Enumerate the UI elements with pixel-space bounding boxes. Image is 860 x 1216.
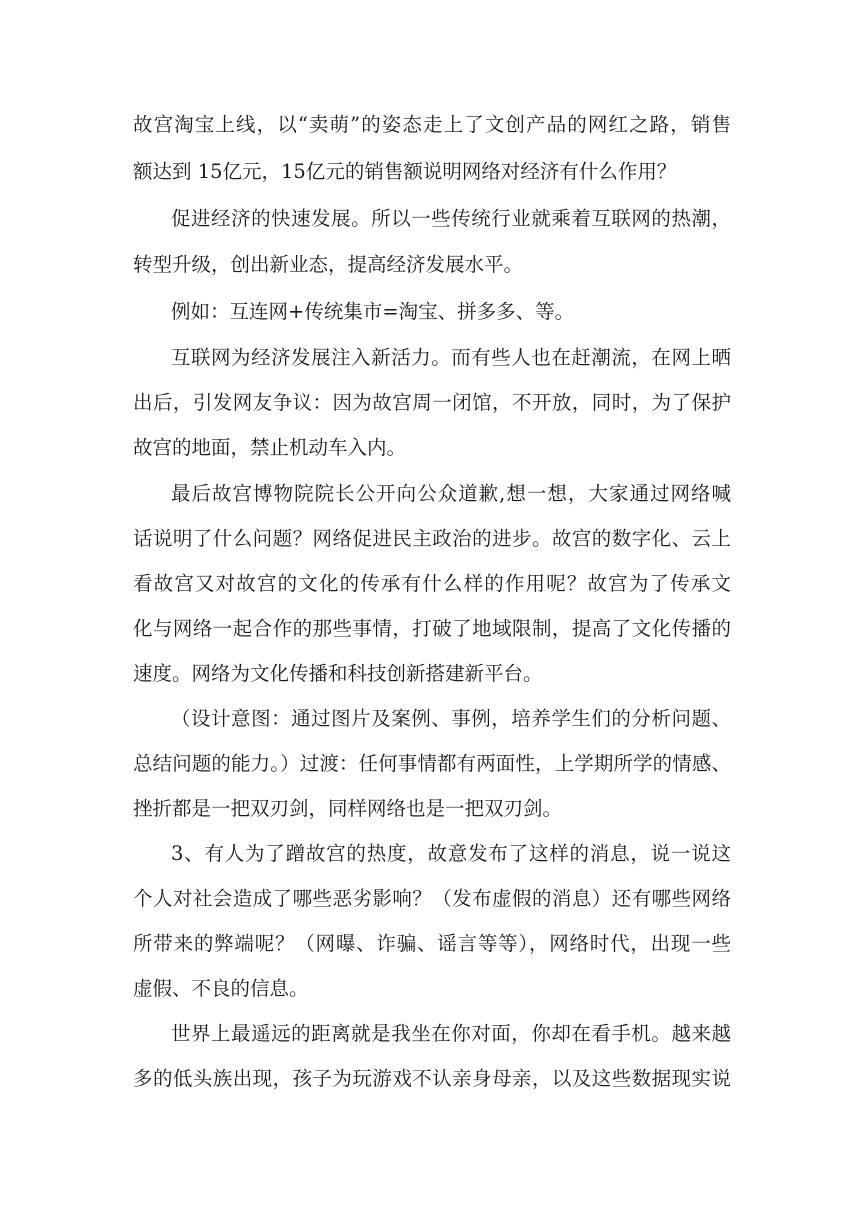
text-line: 看故宫又对故宫的文化的传承有什么样的作用呢？故宫为了传承文: [133, 572, 731, 595]
text-line: 多的低头族出现，孩子为玩游戏不认亲身母亲，以及这些数据现实说: [133, 1067, 731, 1090]
text-line: 所带来的弊端呢？（网曝、诈骗、谣言等等），网络时代，出现一些: [133, 932, 731, 955]
text-line: 故宫淘宝上线，以“卖萌”的姿态走上了文创产品的网红之路，销售: [133, 113, 731, 136]
text-line: （设计意图：通过图片及案例、事例，培养学生们的分析问题、: [171, 707, 731, 730]
text-line: 额达到 15亿元，15亿元的销售额说明网络对经济有什么作用？: [133, 160, 677, 183]
text-line: 最后故宫博物院院长公开向公众道歉,想一想，大家通过网络喊: [171, 482, 731, 505]
text-line: 出后，引发网友争议：因为故宫周一闭馆，不开放，同时，为了保护: [133, 391, 731, 414]
text-line: 速度。网络为文化传播和科技创新搭建新平台。: [133, 662, 543, 685]
text-line: 总结问题的能力。）过渡：任何事情都有两面性，上学期所学的情感、: [133, 752, 731, 775]
text-line: 化与网络一起合作的那些事情，打破了地域限制，提高了文化传播的: [133, 617, 731, 640]
text-line: 转型升级，创出新业态，提高经济发展水平。: [133, 253, 524, 276]
text-line: 故宫的地面，禁止机动车入内。: [133, 436, 407, 459]
text-line: 3、有人为了蹭故宫的热度，故意发布了这样的消息，说一说这: [171, 842, 731, 865]
text-line: 互联网为经济发展注入新活力。而有些人也在赶潮流，在网上晒: [171, 346, 731, 369]
text-line: 促进经济的快速发展。所以一些传统行业就乘着互联网的热潮，: [171, 207, 731, 230]
text-line: 话说明了什么问题？网络促进民主政治的进步。故宫的数字化、云上: [133, 527, 731, 550]
text-line: 个人对社会造成了哪些恶劣影响？（发布虚假的消息）还有哪些网络: [133, 887, 731, 910]
text-line: 虚假、不良的信息。: [133, 977, 309, 1000]
text-line: 挫折都是一把双刃剑，同样网络也是一把双刃剑。: [133, 797, 563, 820]
text-line: 世界上最遥远的距离就是我坐在你对面，你却在看手机。越来越: [171, 1022, 731, 1045]
text-line: 例如：互连网+传统集市=淘宝、拼多多、等。: [171, 300, 575, 323]
